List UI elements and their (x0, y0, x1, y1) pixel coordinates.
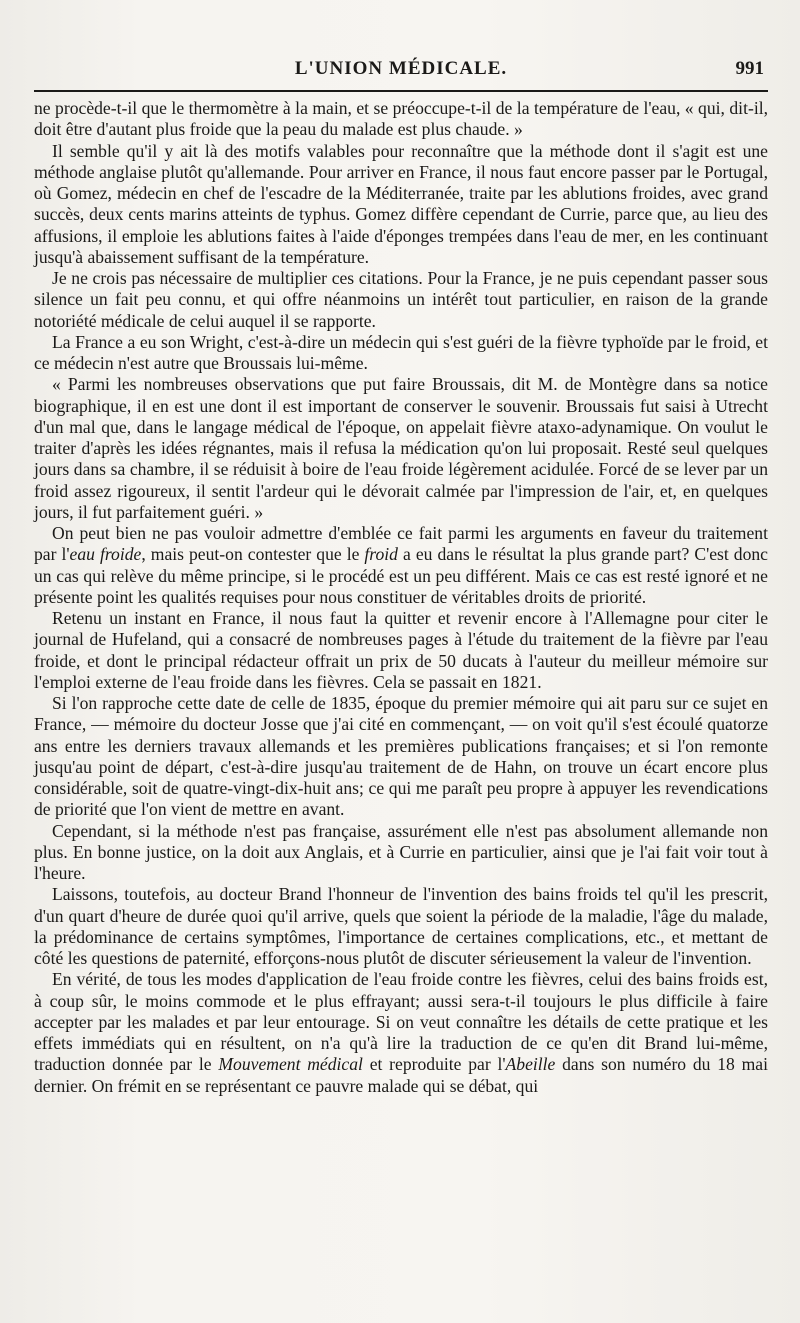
paragraph: La France a eu son Wright, c'est-à-dire un médecin qui s'est guéri de la fièvre typhoïde par le froid, et ce médecin n'est autre que Broussais lui-même. (34, 331, 768, 373)
paragraph: Laissons, toutefois, au docteur Brand l'honneur de l'invention des bains froids tel qu'il les prescrit, d'un quart d'heure de durée quoi qu'il arrive, quels que soient la période de la maladie, l'âge du malade, la prédominance de certains symptômes, l'importance de certaines complications, etc., et mettant de côté les questions de paternité, efforçons-nous plutôt de discuter sérieusement la valeur de l'invention. (34, 884, 768, 968)
paragraph: Cependant, si la méthode n'est pas française, assurément elle n'est pas absolument allemande non plus. En bonne justice, on la doit aux Anglais, et à Currie en particulier, ainsi que je l'ai fait voir tout à l'heure. (34, 820, 768, 883)
text-run: On peut bien ne pas vouloir admettre d'emblée ce fait parmi les arguments en faveur du traitement par l' (34, 523, 768, 565)
journal-title: L'UNION MÉDICALE. (294, 58, 508, 79)
paragraph (34, 969, 768, 1097)
text-run: , mais peut-on contester que le (141, 544, 365, 565)
header-rule (34, 90, 768, 92)
italic-text: Mouvement médical (218, 1054, 363, 1075)
paragraph: Si l'on rapproche cette date de celle de 1835, époque du premier mémoire qui ait paru sur ce sujet en France, — mémoire du docteur Josse que j'ai cité en commençant, — on voit qu'il s'est écoulé quatorze ans entre les derniers travaux allemands et les premières publications françaises; et si l'on remonte jusqu'au point de départ, c'est-à-dire jusqu'au traitement de de Hahn, on trouve un écart encore plus considérable, soit de quatre-vingt-dix-huit ans; ce qui me paraît peu propre à appuyer les revendications de priorité que l'on vient de mettre en avant. (34, 693, 768, 820)
italic-text: Abeille (505, 1054, 556, 1075)
page-number: 991 (735, 58, 764, 79)
quotation-paragraph: « Parmi les nombreuses observations que put faire Broussais, dit M. de Montègre dans sa notice biographique, il en est une dont il est important de conserver le souvenir. Broussais fut saisi à Utrecht d'un mal que, dans le langage médical de l'époque, on appelait fièvre ataxo-adynamique. On voulut le traiter d'après les idées régnantes, mais il refusa la médication qu'on lui proposait. Resté seul quelques jours dans sa chambre, il se réduisit à boire de l'eau froide légèrement acidulée. Forcé de se lever par un froid assez rigoureux, il sentit l'ardeur qui le dévorait calmée par l'impression de l'air, et, en quelques jours, il fut parfaitement guéri. » (34, 374, 768, 522)
italic-text: eau froide (69, 544, 142, 565)
running-header (34, 58, 768, 86)
paragraph (34, 523, 768, 608)
italic-text: froid (364, 544, 398, 565)
paragraph: Retenu un instant en France, il nous faut la quitter et revenir encore à l'Allemagne pour citer le journal de Hufeland, qui a consacré de nombreuses pages à l'étude du traitement de la fièvre par l'eau froide, et dont le principal rédacteur offrait un prix de 50 ducats à l'auteur du meilleur mémoire sur l'emploi externe de l'eau froide dans les fièvres. Cela se passait en 1821. (34, 608, 768, 692)
text-run: En vérité, de tous les modes d'application de l'eau froide contre les fièvres, celui des bains froids est, à coup sûr, le moins commode et le plus effrayant; aussi sera-t-il toujours le plus difficile à faire accepter par les malades et par leur entourage. Si on veut connaître les détails de cette pratique et les effets immédiats qui en résultent, on n'a qu'à lire la traduction de ce qu'en dit Brand lui-même, traduction donnée par le (34, 969, 768, 1075)
text-run: dans son numéro du 18 mai dernier. On frémit en se représentant ce pauvre malade qui se débat, qui (34, 1054, 768, 1096)
paragraph: Je ne crois pas nécessaire de multiplier ces citations. Pour la France, je ne puis cependant passer sous silence un fait peu connu, et qui offre néanmoins un intérêt tout particulier, en raison de la grande notoriété médicale de celui auquel il se rapporte. (34, 268, 768, 331)
article-body (34, 98, 768, 1097)
paragraph: Il semble qu'il y ait là des motifs valables pour reconnaître que la méthode dont il s'agit est une méthode anglaise plutôt qu'allemande. Pour arriver en France, il nous faut encore passer par le Portugal, où Gomez, médecin en chef de l'escadre de la Méditerranée, traite par les ablutions froides, avec grand succès, deux cents marins atteints de typhus. Gomez diffère cependant de Currie, parce que, au lieu des affusions, il emploie les ablutions faites à l'aide d'éponges trempées dans l'eau de mer, en les continuant jusqu'à abaissement suffisant de la température. (34, 140, 768, 267)
text-run: a eu dans le résultat la plus grande part? C'est donc un cas qui relève du même principe, si le procédé est un peu différent. Mais ce cas est resté ignoré et ne présente point les qualités requises pour nous constituer de véritables droits de priorité. (34, 544, 768, 607)
paragraph: ne procède-t-il que le thermomètre à la main, et se préoccupe-t-il de la température de l'eau, « qui, dit-il, doit être d'autant plus froide que la peau du malade est plus chaude. » (34, 98, 768, 140)
text-run: et reproduite par l' (362, 1054, 506, 1075)
